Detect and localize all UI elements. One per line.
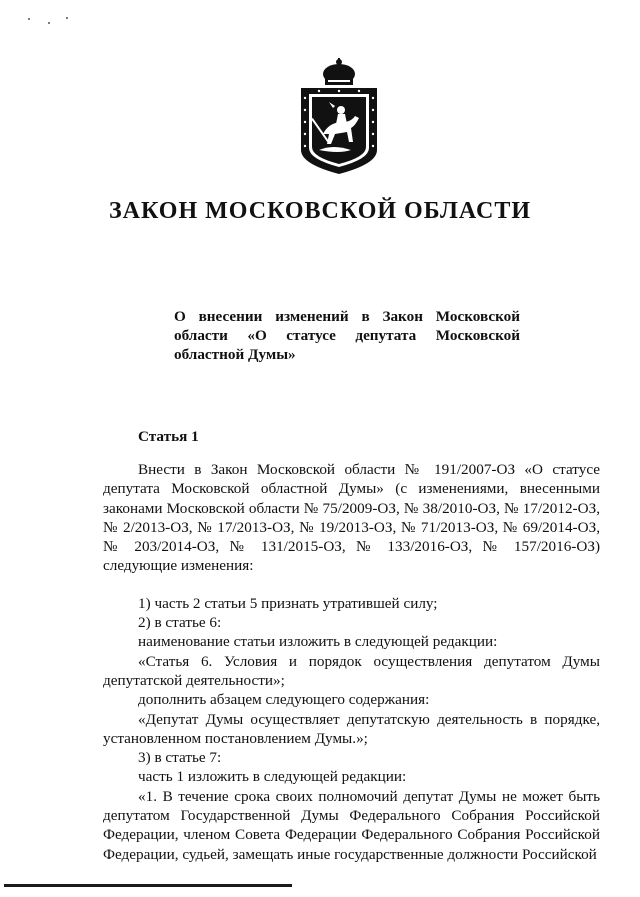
paragraph-add-clause: дополнить абзацем следующего содержания: [138,691,430,709]
paragraph-title-change: наименование статьи изложить в следующей редакции: [138,633,498,651]
paragraph-added-text: «Депутат Думы осуществляет депутатскую деятельность в порядке, установленном постановлением Думы.»; [103,710,600,747]
law-subject: О внесении изменений в Закон Московской области «О статусе депутата Московской областной Думы» [174,308,520,363]
scan-speck [28,18,30,20]
paragraph-item-2: 2) в статье 6: [138,614,222,632]
paragraph-part-1-change: часть 1 изложить в следующей редакции: [138,768,407,786]
paragraph-item-1: 1) часть 2 статьи 5 признать утратившей силу; [138,594,438,612]
paragraph-new-title: «Статья 6. Условия и порядок осуществления депутатом Думы депутатской деятельности»; [103,652,600,689]
scan-speck [48,22,50,24]
article-heading: Статья 1 [138,428,199,445]
scan-edge-line [4,884,292,887]
law-title: ЗАКОН МОСКОВСКОЙ ОБЛАСТИ [108,198,531,224]
paragraph-intro: Внести в Закон Московской области № 191/2007-ОЗ «О статусе депутата Московской областной Думы» (с изменениями, внесенными законами Московской области № 75/2009-ОЗ, № 38/2010-ОЗ, № 17/2012-ОЗ, № 2/2013-ОЗ, № 17/2013-ОЗ, № 19/2013-ОЗ, № 71/2013-ОЗ, № 69/2014-ОЗ, № 203/2014-ОЗ, № 131/2015-ОЗ, № 133/2016-ОЗ, № 157/2016-ОЗ) следующие изменения: [103,461,600,575]
coat-of-arms-icon [289,58,389,176]
article-body [103,460,600,864]
paragraph-part-1-text: «1. В течение срока своих полномочий депутат Думы не может быть депутатом Государственной Думы Федерального Собрания Российской Федерации, членом Совета Федерации Федерального Собрания Российской Федерации, судьей, замещать иные государственные должности Российской [103,787,600,863]
paragraph-item-3: 3) в статье 7: [138,749,222,767]
scan-speck [66,17,68,19]
